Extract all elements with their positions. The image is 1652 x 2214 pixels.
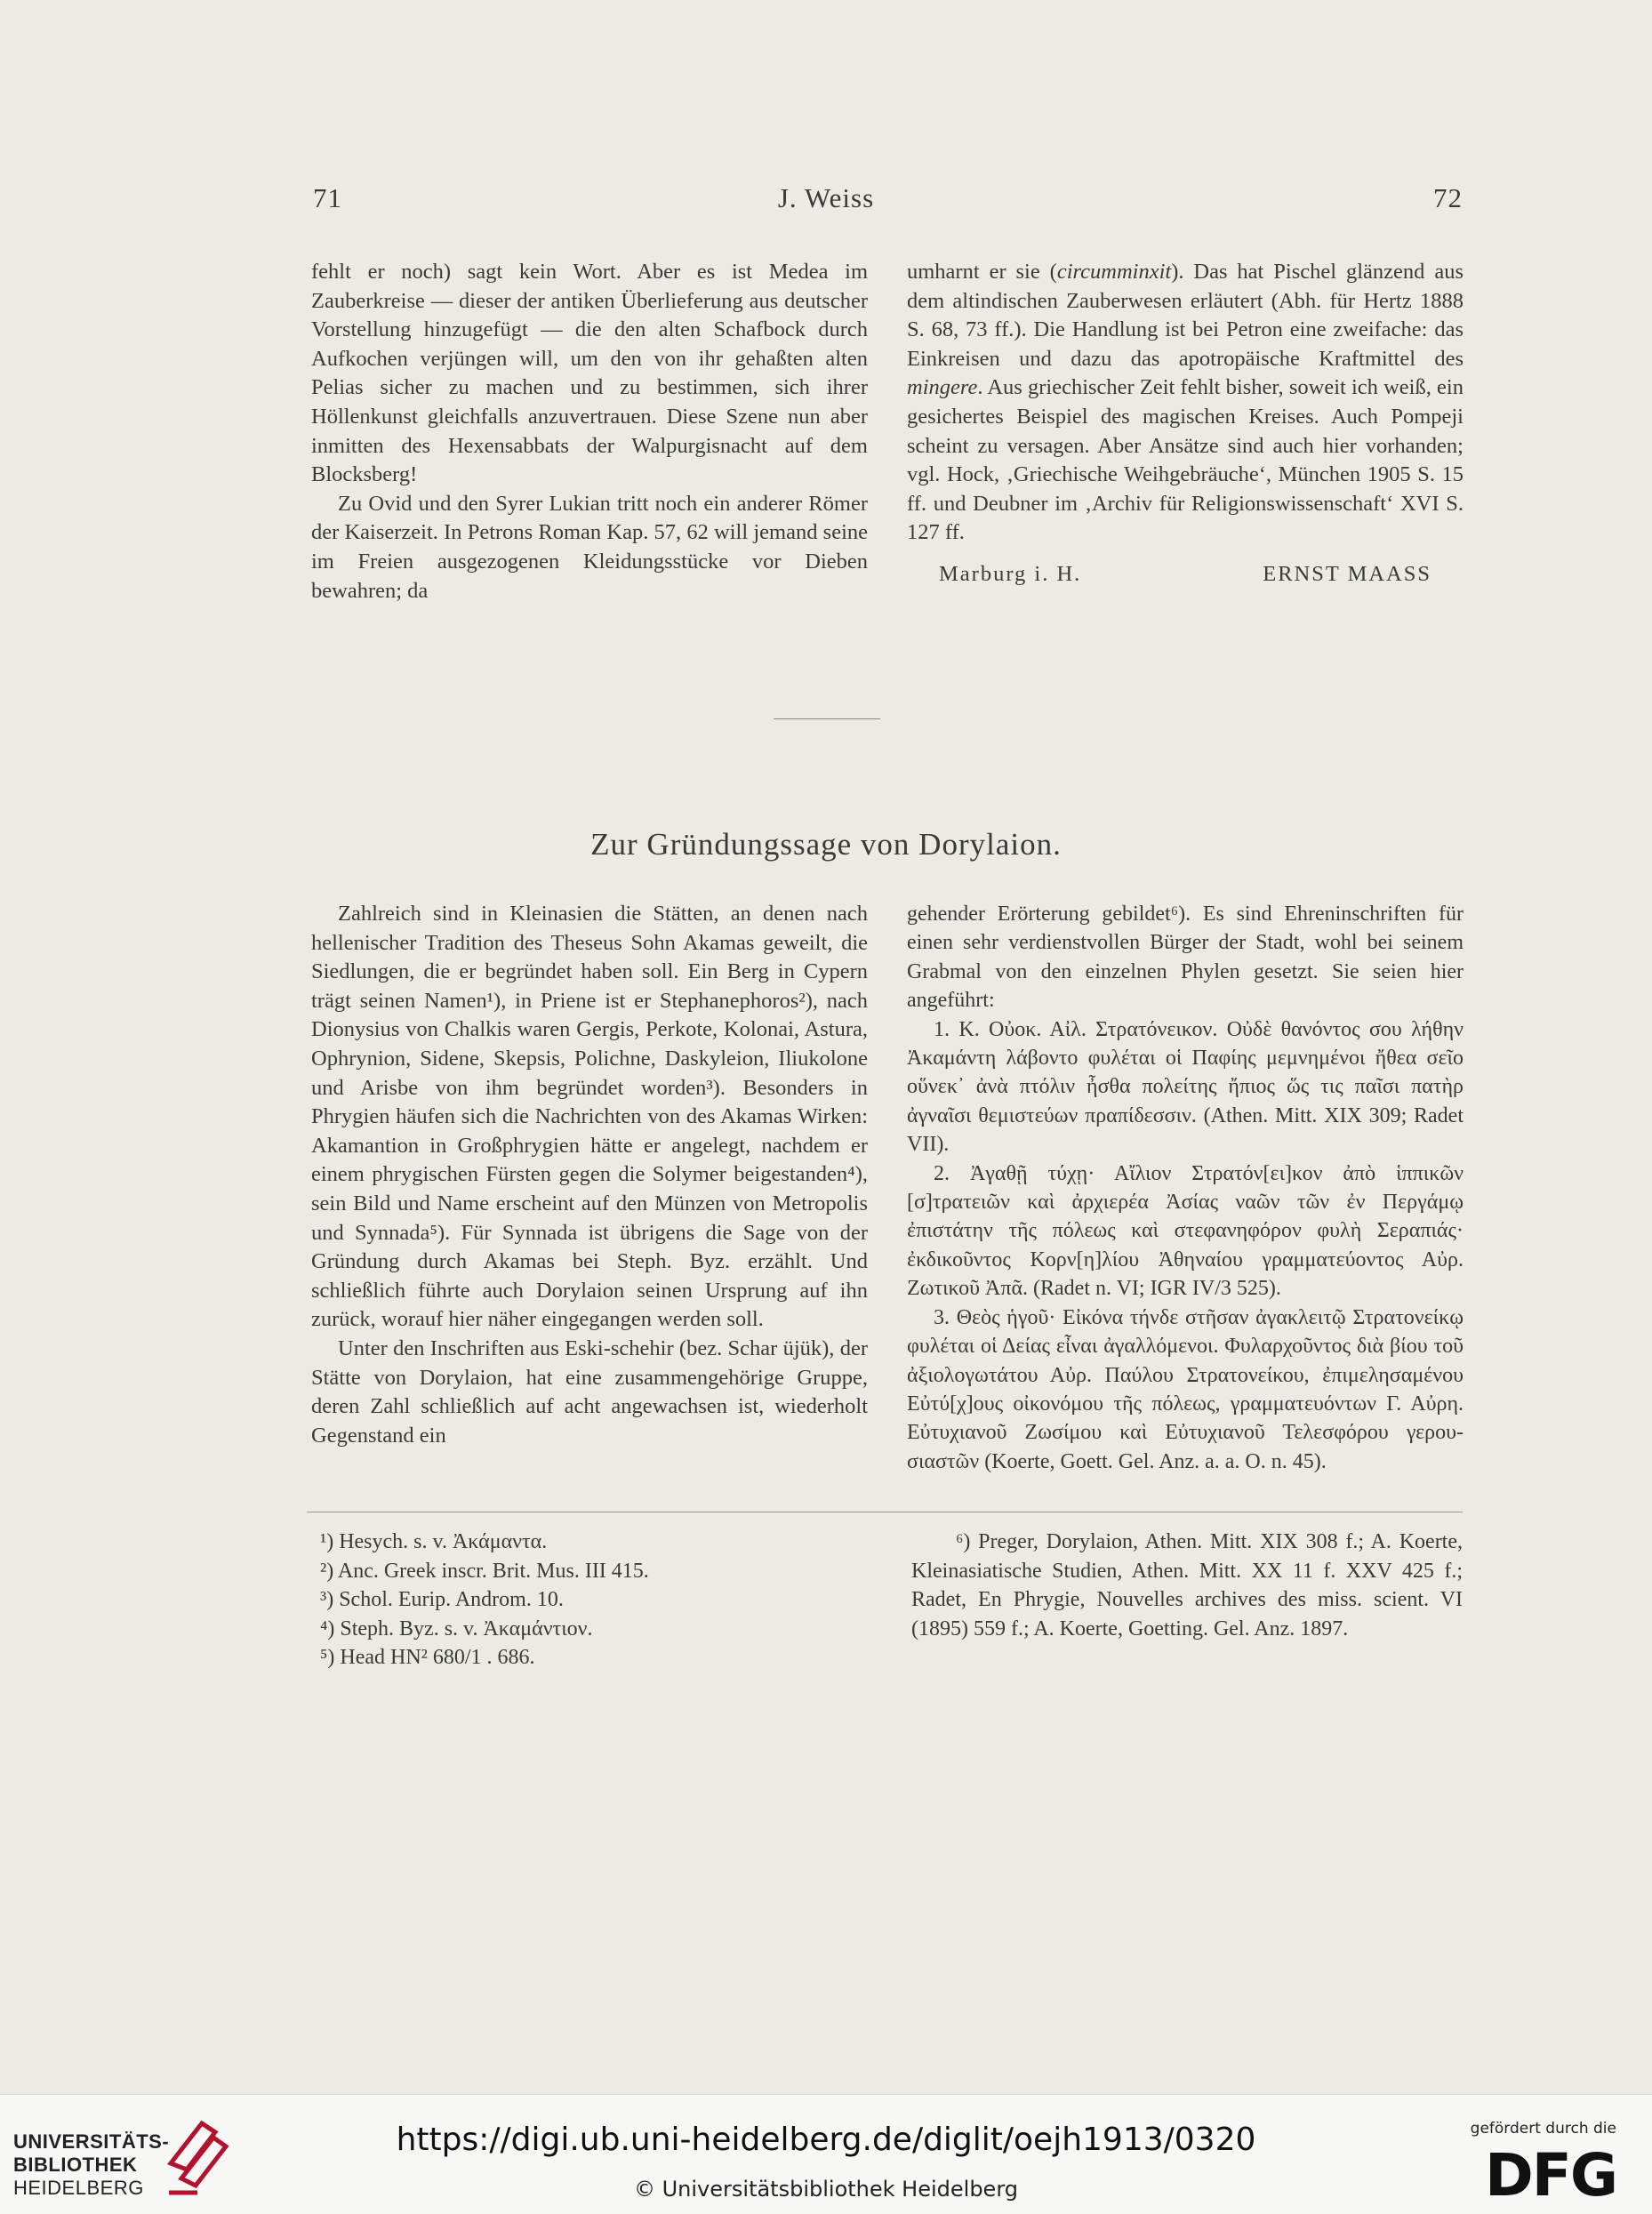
inscription-3: 3. Θεὸς ἡγοῦ· Εἰκόνα τήνδε στῆσαν ἀγακλειτῷ Στρατονείκῳ φυλέται οἱ Δείας εἶναι ἀγαλλόμενοι. Φυλαρχοῦντος διὰ βίου τοῦ ἀξιολογωτάτου Αὐρ. Παύλου Στρατονείκου, ἐπιμελησαμένου Εὐτύ[χ]ους οἰκονόμου τῆς πόλεως, γραμματευόντων Γ. Αὐρη. Εὐτυχιανοῦ Ζωσίμου καὶ Εὐτυχιανοῦ Τελεσφόρου γερουσιαστῶν (Koerte, Goett. Gel. Anz. a. a. O. n. 45). bbox=[907, 1305, 1464, 1473]
article-left-column bbox=[311, 900, 868, 1450]
footnote: ⁴) Steph. Byz. s. v. Ἀκαμάντιον. bbox=[320, 1616, 593, 1640]
university-library-logo[interactable]: UNIVERSITÄTS- BIBLIOTHEK HEIDELBERG bbox=[13, 2130, 170, 2199]
signature-place: Marburg i. H. bbox=[939, 561, 1082, 586]
permalink-url[interactable]: https://digi.ub.uni-heidelberg.de/diglit/oejh1913/0320 bbox=[396, 2122, 1256, 2158]
page-number-right: 72 bbox=[1433, 182, 1463, 213]
dfg-logo[interactable]: DFG bbox=[1484, 2141, 1616, 2210]
funding-note: gefördert durch die bbox=[1470, 2120, 1616, 2138]
copyright-notice: © Universitätsbibliothek Heidelberg bbox=[633, 2177, 1018, 2202]
paragraph: Unter den Inschriften aus Eski-schehir (bez. Schar üjük), der Stätte von Dorylaion, hat eine zusammengehörige Gruppe, deren Zahl schließlich auf acht angewachsen ist, wiederholt Gegenstand ein bbox=[311, 1336, 868, 1448]
running-title: J. Weiss bbox=[777, 182, 875, 213]
page-number-left: 71 bbox=[313, 182, 342, 213]
inscription-2: 2. Ἀγαθῇ τύχῃ· Αἴλιον Στρατόν[ει]κον ἀπὸ ἱππικῶν [σ]τρατειῶν καὶ ἀρχιερέα Ἀσίας ναῶν τῶν ἐν Περγάμῳ ἐπιστάτην τῆς πόλεως καὶ στεφανηφόρον φυλὴ Σεραπιάς· ἐκδικοῦντος Κορν[η]λίου Ἀθηναίου γραμματεύοντος Αὐρ. Ζωτικοῦ Ἀπᾶ. (Radet n. VI; IGR IV/3 525). bbox=[907, 1161, 1464, 1301]
article-right-column bbox=[907, 900, 1464, 1476]
footnotes-right bbox=[911, 1528, 1463, 1643]
footnotes-left bbox=[320, 1528, 871, 1673]
signature-author: ERNST MAASS bbox=[1263, 561, 1431, 586]
viewer-footer bbox=[0, 2094, 1652, 2214]
paragraph: Zahlreich sind in Kleinasien die Stätten, an denen nach hellenischer Tradition des Theseus Sohn Akamas geweilt, die Siedlungen, die er begründet haben soll. Ein Berg in Cypern trägt seinen Namen¹), in Priene ist er Stephanephoros²), nach Dionysius von Chalkis waren Gergis, Perkote, Kolonai, Astura, Ophrynion, Sidene, Skepsis, Polichne, Daskyleion, Iliukolone und Arisbe von ihm begründet worden³). Besonders in Phrygien häufen sich die Nachrichten von des Akamas Wirken: Akamantion in Großphrygien hätte er angelegt, nachdem er einem phrygischen Fürsten gegen die Solymer beigestanden⁴), sein Bild und Name erscheint auf den Münzen von Metropolis und Synnada⁵). Für Synnada ist übrigens die Sage von der Gründung durch Akamas bei Steph. Byz. erzählt. Und schließlich führte auch Dorylaion seinen Ursprung auf ihn zurück, worauf hier näher eingegangen werden soll. bbox=[311, 902, 868, 1332]
section-divider bbox=[774, 718, 880, 719]
article-title: Zur Gründungssage von Dorylaion. bbox=[590, 827, 1062, 862]
paragraph: gehender Erörterung gebildet⁶). Es sind Ehreninschriften für einen sehr verdienstvollen Bürger der Stadt, wohl bei seinem Grabmal von den einzelnen Phylen gesetzt. Sie seien hier angeführt: bbox=[907, 902, 1464, 1013]
footnote: ⁶) Preger, Dorylaion, Athen. Mitt. XIX 308 f.; A. Koerte, Kleinasiatische Studien, Athen. Mitt. XX 11 f. XXV 425 f.; Radet, En Phrygie, Nouvelles archives des miss. scient. VI (1895) 559 f.; A. Koerte, Goetting. Gel. Anz. 1897. bbox=[911, 1530, 1463, 1640]
top-right-column bbox=[907, 258, 1464, 590]
paragraph: Zu Ovid und den Syrer Lukian tritt noch ein anderer Römer der Kaiserzeit. In Petrons Roman Kap. 57, 62 will jemand seine im Freien ausgezogenen Kleidungsstücke vor Dieben bewahren; da bbox=[311, 491, 868, 603]
footnote: ²) Anc. Greek inscr. Brit. Mus. III 415. bbox=[320, 1559, 649, 1583]
footnote: ⁵) Head HN² 680/1 . 686. bbox=[320, 1646, 535, 1669]
signature bbox=[907, 548, 1464, 590]
inscription-1: 1. K. Οὐοκ. Αἰλ. Στρατόνεικον. Οὐδὲ θανόντος σου λήθην Ἀκαμάντη λάβοντο φυλέται οἱ Παφίης μεμνημένοι ἤθεα σεῖο οὕνεκ᾽ ἀνὰ πτόλιν ἦσθα πολείτης ἤπιος ὥς τις παῖσι πατὴρ ἀγναῖσι θεμιστεύων πραπίδεσσιν. (Athen. Mitt. XIX 309; Radet VII). bbox=[907, 1017, 1464, 1157]
paragraph: umharnt er sie (circumminxit). Das hat Pischel glänzend aus dem altindischen Zauberwesen erläutert (Abh. für Hertz 1888 S. 68, 73 ff.). Die Handlung ist bei Petron eine zweifache: das Einkreisen und dazu das apotropäische Kraftmittel des mingere. Aus griechischer Zeit fehlt bisher, soweit ich weiß, ein gesichertes Beispiel des magischen Kreises. Auch Pompeji scheint zu versagen. Aber Ansätze sind auch hier vorhanden; vgl. Hock, ‚Griechische Weihgebräuche‘, München 1905 S. 15 ff. und Deubner im ‚Archiv für Religionswissenschaft‘ XVI S. 127 ff. bbox=[907, 260, 1464, 545]
footnote: ¹) Hesych. s. v. Ἀκάμαντα. bbox=[320, 1530, 548, 1553]
paragraph: fehlt er noch) sagt kein Wort. Aber es ist Medea im Zauberkreise — dieser der antiken Überlieferung aus deutscher Vorstellung hinzugefügt — die den alten Schafbock durch Aufkochen verjüngen will, um den von ihr gehaßten alten Pelias sicher zu machen und zu bestimmen, sich ihrer Höllenkunst gleichfalls anzuvertrauen. Diese Szene nun aber inmitten des Hexensabbats der Walpurgisnacht auf dem Blocksberg! bbox=[311, 260, 868, 487]
footnote: ³) Schol. Eurip. Androm. 10. bbox=[320, 1588, 564, 1611]
top-left-column bbox=[311, 258, 868, 606]
